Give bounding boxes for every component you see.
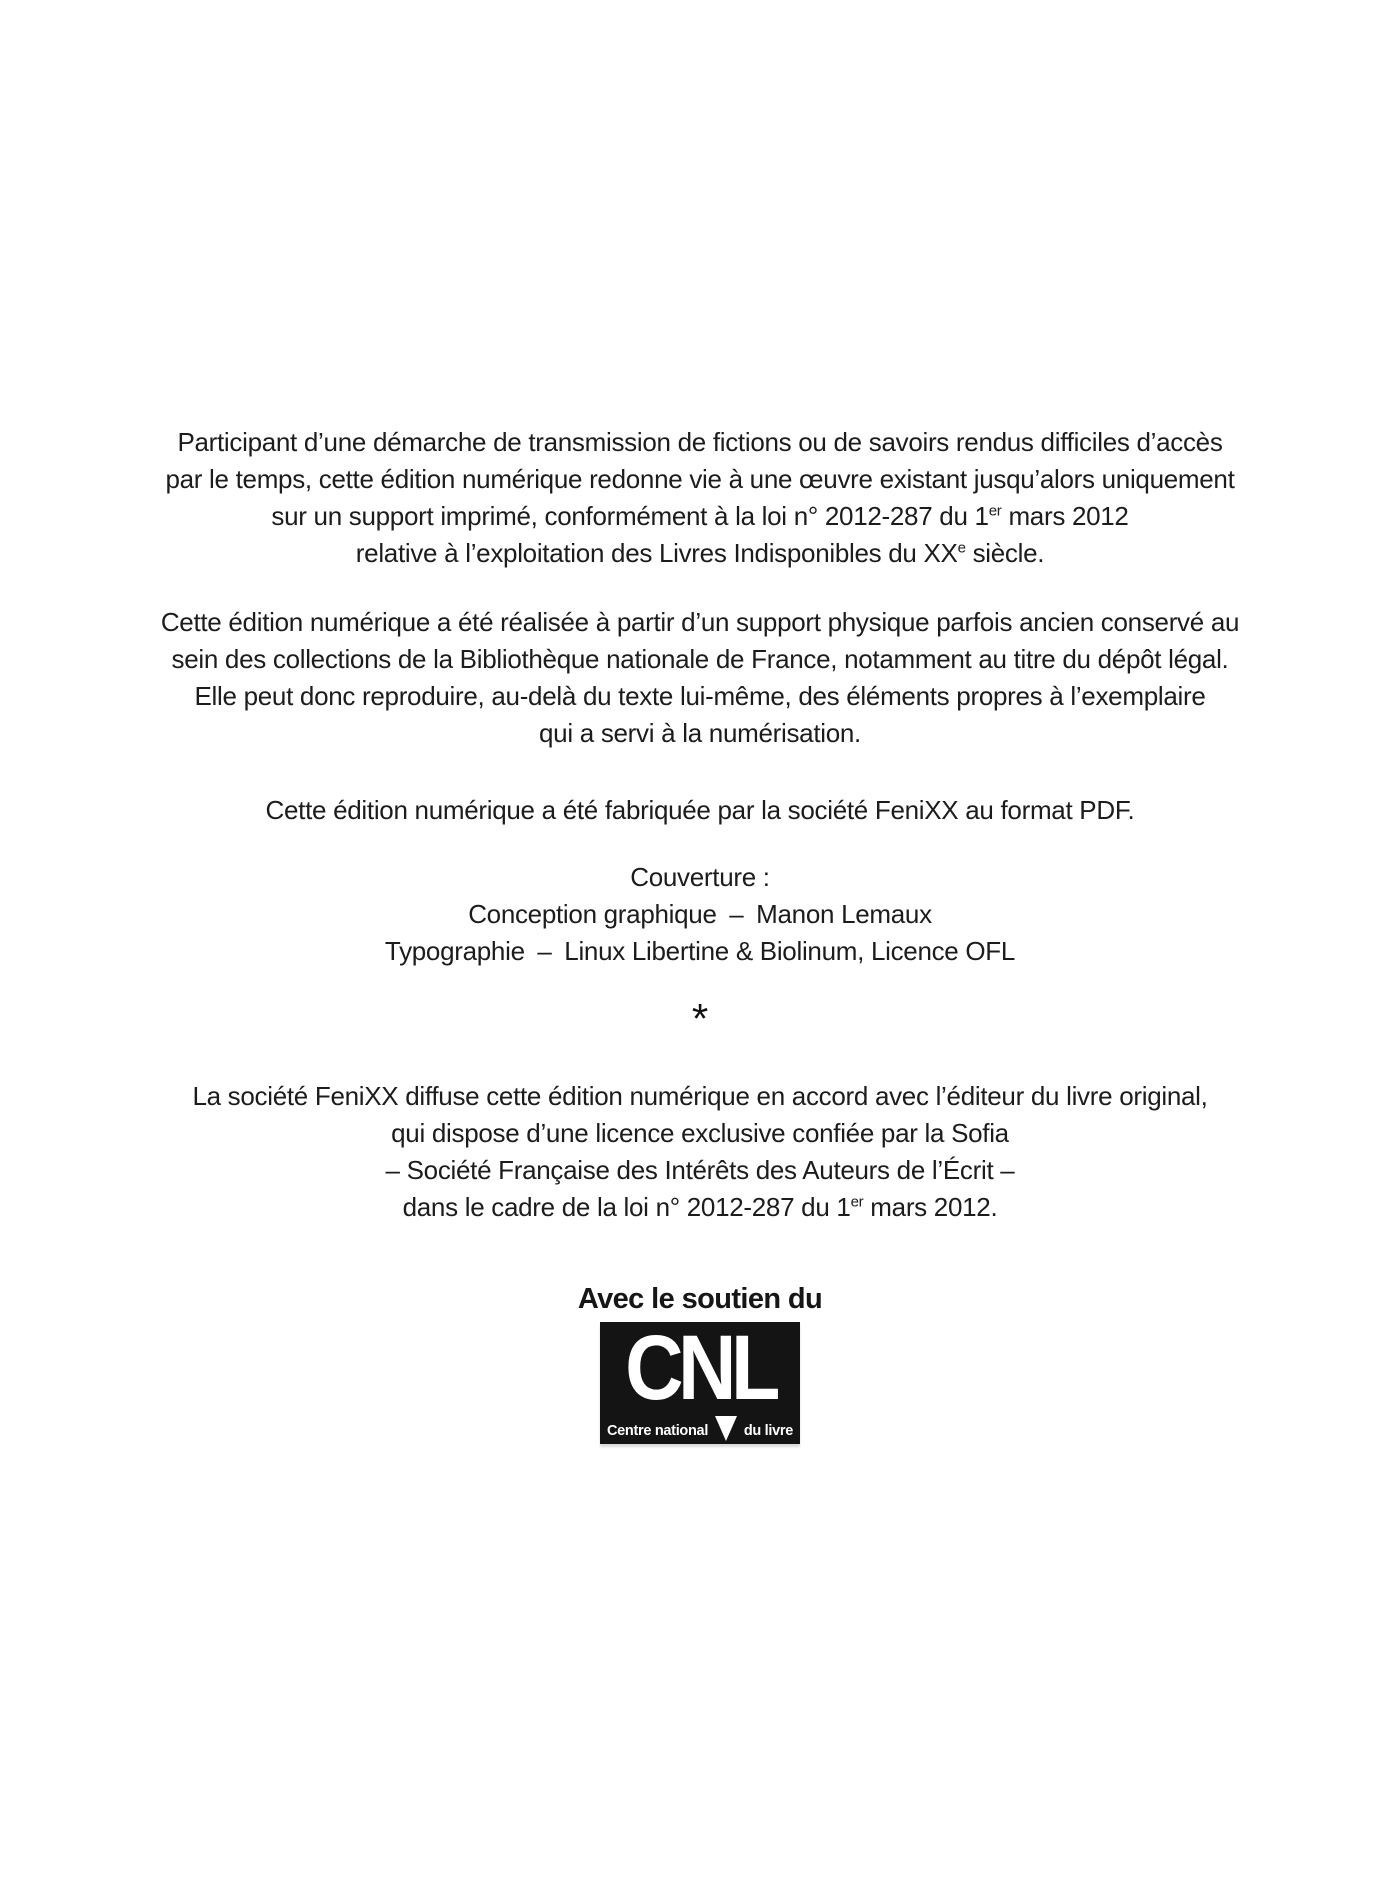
cnl-logo-caption (600, 1416, 800, 1439)
text-line: – Société Française des Intérêts des Auteurs de l’Écrit – (385, 1155, 1015, 1185)
text-line: Conception graphique – Manon Lemaux (468, 899, 932, 929)
text-line: Elle peut donc reproduire, au-delà du texte lui-même, des éléments propres à l’exemplaire (194, 681, 1206, 711)
text-line: dans le cadre de la loi n° 2012-287 du 1er mars 2012. (402, 1192, 998, 1222)
text-line: Couverture : (630, 862, 770, 892)
paragraph-cover-credits (0, 859, 1400, 970)
paragraph-distribution (0, 1078, 1400, 1226)
text-line: sur un support imprimé, conformément à la loi n° 2012-287 du 1er mars 2012 (271, 501, 1129, 531)
text-line: Cette édition numérique a été réalisée à partir d’un support physique parfois ancien conservé au (160, 607, 1240, 637)
asterisk-separator: * (691, 995, 709, 1042)
text-line: Cette édition numérique a été fabriquée par la société FeniXX au format PDF. (265, 795, 1135, 825)
triangle-down-icon (715, 1416, 737, 1441)
cnl-logo-acronym: CNL (625, 1316, 775, 1419)
cnl-caption-left: Centre national (607, 1423, 709, 1439)
paragraph-source (0, 604, 1400, 752)
text-line: Typographie – Linux Libertine & Biolinum, Licence OFL (384, 936, 1016, 966)
paragraph-fenixx-pdf (0, 792, 1400, 829)
text-line: La société FeniXX diffuse cette édition numérique en accord avec l’éditeur du livre original, (192, 1081, 1208, 1111)
cnl-logo (600, 1316, 800, 1444)
text-line: qui a servi à la numérisation. (539, 718, 861, 748)
paragraph-legal-context (0, 424, 1400, 572)
text-line: par le temps, cette édition numérique redonne vie à une œuvre existant jusqu’alors uniquement (165, 464, 1235, 494)
text-line: relative à l’exploitation des Livres Indisponibles du XXe siècle. (355, 538, 1045, 568)
text-line: qui dispose d’une licence exclusive confiée par la Sofia (391, 1118, 1009, 1148)
text-line: Participant d’une démarche de transmission de fictions ou de savoirs rendus difficiles d’accès (177, 427, 1223, 457)
text-line: sein des collections de la Bibliothèque nationale de France, notamment au titre du dépôt légal. (171, 644, 1229, 674)
cnl-support-text: Avec le soutien du (577, 1283, 823, 1315)
cnl-caption-right: du livre (743, 1423, 793, 1439)
